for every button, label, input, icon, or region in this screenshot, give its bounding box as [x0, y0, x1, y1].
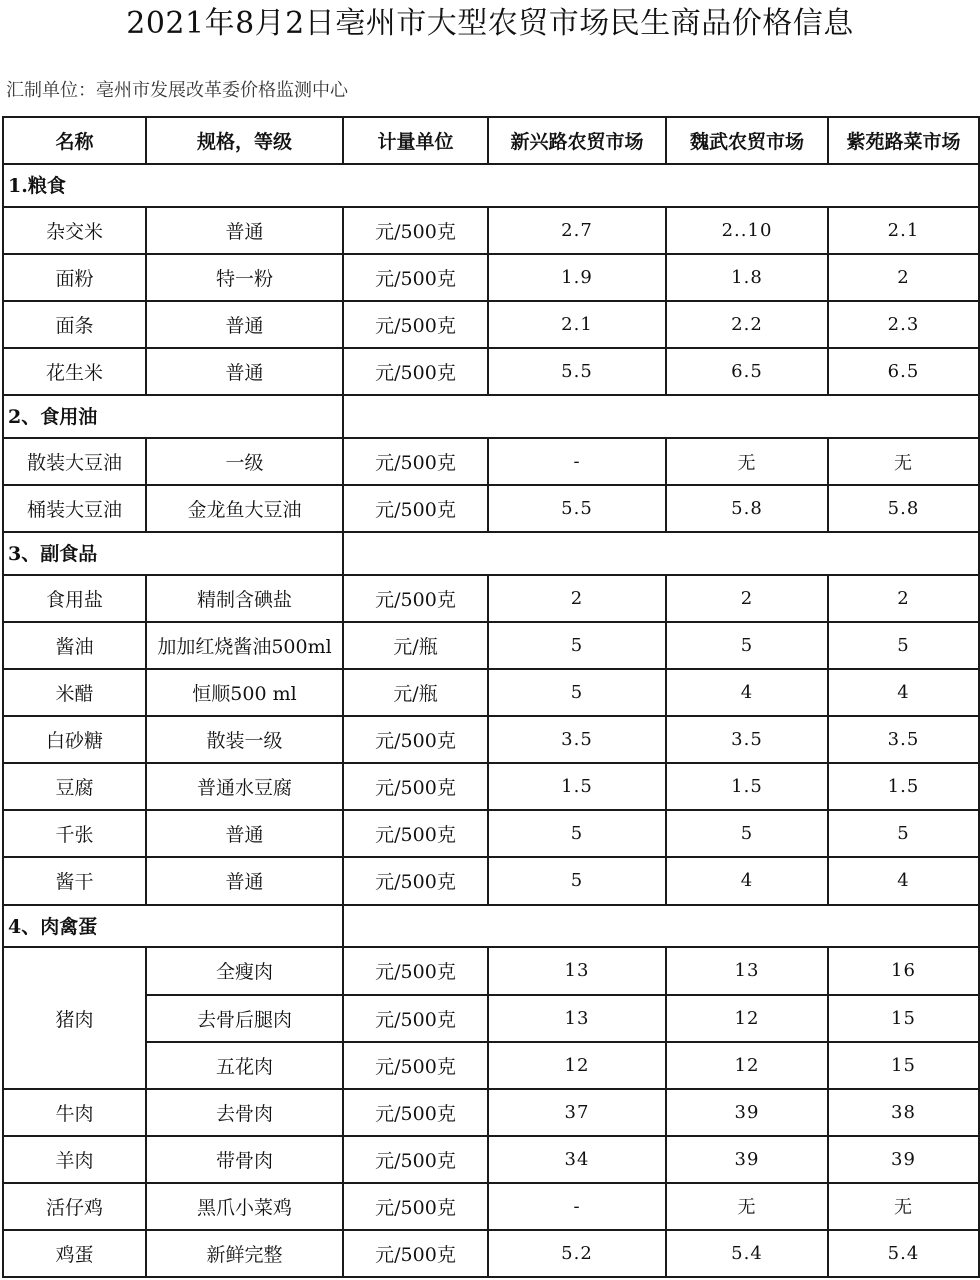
item-spec: 特一粉 — [146, 254, 343, 301]
compiling-unit: 汇制单位：亳州市发展改革委价格监测中心 — [6, 80, 348, 101]
table-row — [3, 857, 979, 904]
price-ziyuanlu: 5.4 — [828, 1230, 979, 1277]
section-label: 2、食用油 — [3, 395, 343, 438]
price-xinxinglu: 13 — [488, 995, 666, 1042]
item-spec: 加加红烧酱油500ml — [146, 622, 343, 669]
table-row — [3, 1136, 979, 1183]
price-ziyuanlu: 5 — [828, 622, 979, 669]
item-unit: 元/500克 — [343, 1136, 488, 1183]
price-weiwu: 4 — [666, 669, 828, 716]
price-weiwu: 13 — [666, 947, 828, 994]
table-row — [3, 995, 979, 1042]
item-spec: 五花肉 — [146, 1042, 343, 1089]
item-unit: 元/500克 — [343, 1230, 488, 1277]
section-label: 1.粮食 — [3, 164, 979, 207]
price-weiwu: 1.8 — [666, 254, 828, 301]
item-unit: 元/500克 — [343, 995, 488, 1042]
price-ziyuanlu: 无 — [828, 1183, 979, 1230]
section-label: 3、副食品 — [3, 532, 343, 575]
item-spec: 新鲜完整 — [146, 1230, 343, 1277]
item-name: 羊肉 — [3, 1136, 146, 1183]
item-name: 花生米 — [3, 348, 146, 395]
price-xinxinglu: 1.5 — [488, 763, 666, 810]
item-spec: 一级 — [146, 438, 343, 485]
price-ziyuanlu: 15 — [828, 1042, 979, 1089]
price-weiwu: 2.2 — [666, 301, 828, 348]
item-spec: 普通 — [146, 810, 343, 857]
item-unit: 元/500克 — [343, 1089, 488, 1136]
price-xinxinglu: 3.5 — [488, 716, 666, 763]
item-name: 猪肉 — [3, 947, 146, 1088]
item-spec: 精制含碘盐 — [146, 575, 343, 622]
price-weiwu: 5.4 — [666, 1230, 828, 1277]
section-row — [3, 164, 979, 207]
price-weiwu: 无 — [666, 438, 828, 485]
header-market-ziyuanlu: 紫苑路菜市场 — [828, 117, 979, 164]
price-xinxinglu: 2.7 — [488, 207, 666, 254]
item-unit: 元/500克 — [343, 1183, 488, 1230]
price-ziyuanlu: 2.1 — [828, 207, 979, 254]
table-row — [3, 669, 979, 716]
price-weiwu: 2 — [666, 575, 828, 622]
item-name: 牛肉 — [3, 1089, 146, 1136]
price-weiwu: 5 — [666, 622, 828, 669]
table-row — [3, 438, 979, 485]
item-spec: 普通 — [146, 301, 343, 348]
price-xinxinglu: 5.5 — [488, 485, 666, 532]
item-unit: 元/500克 — [343, 348, 488, 395]
table-row — [3, 716, 979, 763]
item-spec: 普通 — [146, 857, 343, 904]
price-xinxinglu: 2.1 — [488, 301, 666, 348]
section-row — [3, 395, 979, 438]
item-unit: 元/瓶 — [343, 669, 488, 716]
item-spec: 普通水豆腐 — [146, 763, 343, 810]
item-name: 杂交米 — [3, 207, 146, 254]
price-ziyuanlu: 15 — [828, 995, 979, 1042]
item-name: 面条 — [3, 301, 146, 348]
price-xinxinglu: 12 — [488, 1042, 666, 1089]
item-name: 千张 — [3, 810, 146, 857]
item-spec: 去骨肉 — [146, 1089, 343, 1136]
item-unit: 元/500克 — [343, 1042, 488, 1089]
price-xinxinglu: - — [488, 438, 666, 485]
price-weiwu: 1.5 — [666, 763, 828, 810]
header-market-xinxinglu: 新兴路农贸市场 — [488, 117, 666, 164]
item-name: 豆腐 — [3, 763, 146, 810]
header-unit: 计量单位 — [343, 117, 488, 164]
item-name: 酱干 — [3, 857, 146, 904]
price-xinxinglu: 5.2 — [488, 1230, 666, 1277]
item-spec: 全瘦肉 — [146, 947, 343, 994]
section-blank — [343, 532, 979, 575]
price-ziyuanlu: 6.5 — [828, 348, 979, 395]
table-header-row — [3, 117, 979, 164]
price-ziyuanlu: 无 — [828, 438, 979, 485]
item-spec: 散装一级 — [146, 716, 343, 763]
item-unit: 元/500克 — [343, 763, 488, 810]
item-spec: 普通 — [146, 207, 343, 254]
price-ziyuanlu: 2.3 — [828, 301, 979, 348]
price-weiwu: 2..10 — [666, 207, 828, 254]
price-ziyuanlu: 5 — [828, 810, 979, 857]
table-row — [3, 301, 979, 348]
section-blank — [343, 905, 979, 948]
item-unit: 元/500克 — [343, 947, 488, 994]
price-xinxinglu: 5 — [488, 669, 666, 716]
price-weiwu: 4 — [666, 857, 828, 904]
price-xinxinglu: 5 — [488, 622, 666, 669]
item-spec: 去骨后腿肉 — [146, 995, 343, 1042]
section-label: 4、肉禽蛋 — [3, 905, 343, 948]
price-xinxinglu: 5.5 — [488, 348, 666, 395]
price-xinxinglu: 5 — [488, 857, 666, 904]
item-unit: 元/500克 — [343, 810, 488, 857]
item-name: 食用盐 — [3, 575, 146, 622]
item-name: 米醋 — [3, 669, 146, 716]
item-name: 散装大豆油 — [3, 438, 146, 485]
item-name: 鸡蛋 — [3, 1230, 146, 1277]
price-weiwu: 12 — [666, 1042, 828, 1089]
item-unit: 元/500克 — [343, 575, 488, 622]
item-name: 桶装大豆油 — [3, 485, 146, 532]
item-unit: 元/500克 — [343, 485, 488, 532]
price-weiwu: 无 — [666, 1183, 828, 1230]
header-spec: 规格，等级 — [146, 117, 343, 164]
price-weiwu: 5 — [666, 810, 828, 857]
table-row — [3, 622, 979, 669]
section-row — [3, 905, 979, 948]
table-row — [3, 348, 979, 395]
table-row — [3, 575, 979, 622]
item-name: 酱油 — [3, 622, 146, 669]
header-name: 名称 — [3, 117, 146, 164]
price-weiwu: 3.5 — [666, 716, 828, 763]
price-ziyuanlu: 2 — [828, 575, 979, 622]
price-ziyuanlu: 4 — [828, 857, 979, 904]
price-xinxinglu: 5 — [488, 810, 666, 857]
table-row — [3, 1042, 979, 1089]
header-market-weiwu: 魏武农贸市场 — [666, 117, 828, 164]
table-row — [3, 763, 979, 810]
table-row — [3, 485, 979, 532]
table-row — [3, 254, 979, 301]
table-row — [3, 207, 979, 254]
section-row — [3, 532, 979, 575]
item-name: 面粉 — [3, 254, 146, 301]
item-spec: 普通 — [146, 348, 343, 395]
price-xinxinglu: 1.9 — [488, 254, 666, 301]
price-weiwu: 12 — [666, 995, 828, 1042]
item-spec: 金龙鱼大豆油 — [146, 485, 343, 532]
item-unit: 元/500克 — [343, 857, 488, 904]
item-name: 白砂糖 — [3, 716, 146, 763]
item-unit: 元/500克 — [343, 207, 488, 254]
price-xinxinglu: 37 — [488, 1089, 666, 1136]
table-row — [3, 1089, 979, 1136]
item-unit: 元/500克 — [343, 254, 488, 301]
price-ziyuanlu: 2 — [828, 254, 979, 301]
price-xinxinglu: 13 — [488, 947, 666, 994]
price-xinxinglu: 34 — [488, 1136, 666, 1183]
price-weiwu: 39 — [666, 1089, 828, 1136]
price-ziyuanlu: 38 — [828, 1089, 979, 1136]
price-xinxinglu: 2 — [488, 575, 666, 622]
price-weiwu: 5.8 — [666, 485, 828, 532]
item-name: 活仔鸡 — [3, 1183, 146, 1230]
item-spec: 黑爪小菜鸡 — [146, 1183, 343, 1230]
table-row — [3, 947, 979, 994]
table-row — [3, 810, 979, 857]
price-ziyuanlu: 1.5 — [828, 763, 979, 810]
price-ziyuanlu: 39 — [828, 1136, 979, 1183]
table-row — [3, 1230, 979, 1277]
item-spec: 恒顺500 ml — [146, 669, 343, 716]
item-unit: 元/500克 — [343, 301, 488, 348]
price-weiwu: 39 — [666, 1136, 828, 1183]
price-ziyuanlu: 3.5 — [828, 716, 979, 763]
item-unit: 元/500克 — [343, 716, 488, 763]
price-weiwu: 6.5 — [666, 348, 828, 395]
item-unit: 元/500克 — [343, 438, 488, 485]
item-spec: 带骨肉 — [146, 1136, 343, 1183]
table-row — [3, 1183, 979, 1230]
price-table — [2, 116, 980, 1278]
item-unit: 元/瓶 — [343, 622, 488, 669]
section-blank — [343, 395, 979, 438]
price-ziyuanlu: 5.8 — [828, 485, 979, 532]
page-title: 2021年8月2日亳州市大型农贸市场民生商品价格信息 — [126, 6, 854, 41]
price-xinxinglu: - — [488, 1183, 666, 1230]
price-ziyuanlu: 16 — [828, 947, 979, 994]
price-ziyuanlu: 4 — [828, 669, 979, 716]
